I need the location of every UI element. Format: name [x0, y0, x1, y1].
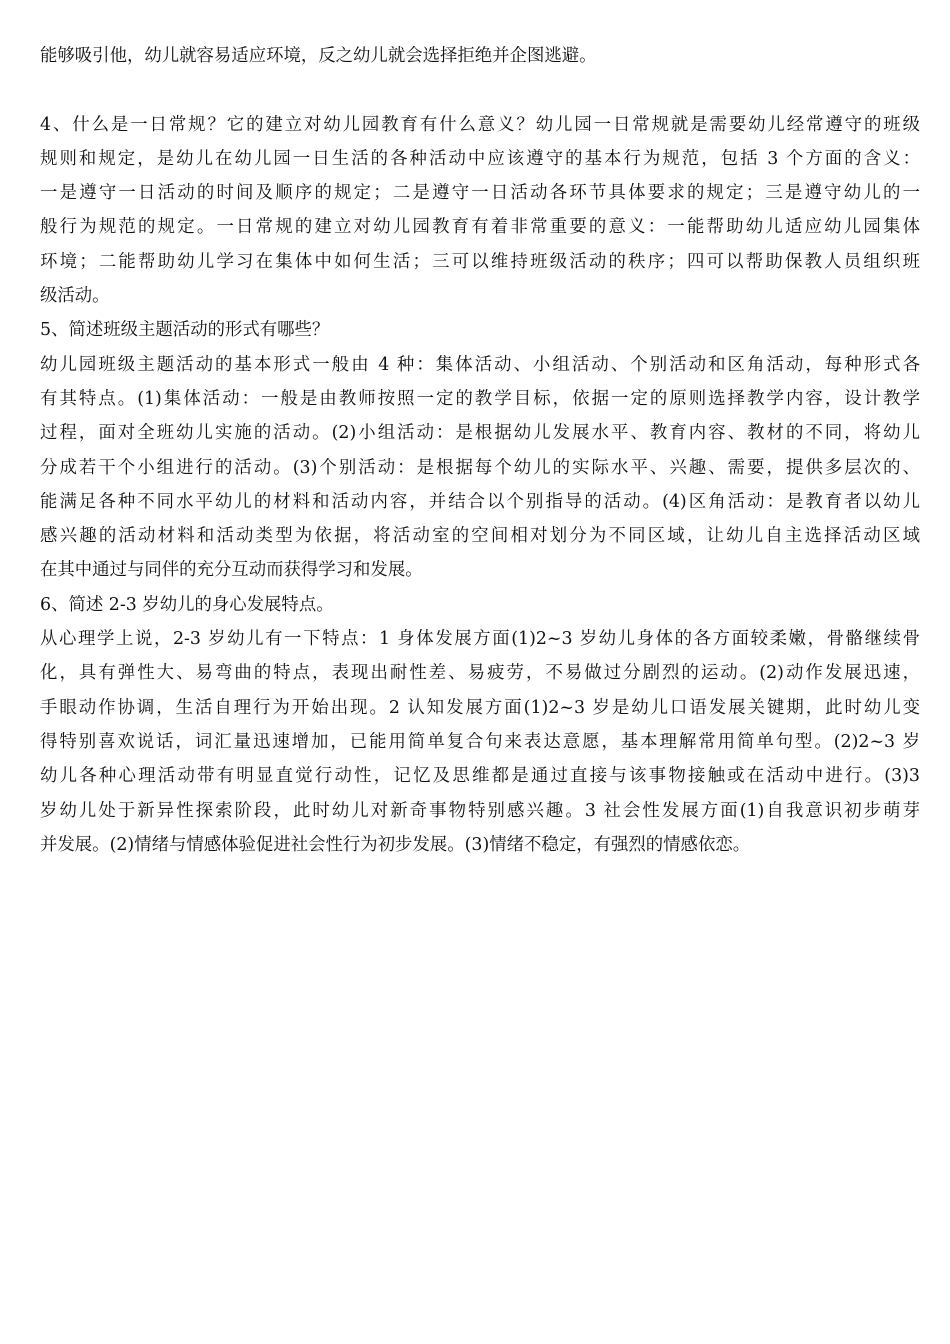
text-line: 4、什么是一日常规？它的建立对幼儿园教育有什么意义？幼儿园一日常规就是需要幼儿经常遵守的班级: [40, 114, 920, 135]
text-line: 能够吸引他，幼儿就容易适应环境，反之幼儿就会选择拒绝并企图逃避。: [40, 46, 597, 66]
text-line: 过程，面对全班幼儿实施的活动。(2)小组活动：是根据幼儿发展水平、教育内容、教材的不同，将幼儿: [40, 423, 920, 444]
text-line: 分成若干个小组进行的活动。(3)个别活动：是根据每个幼儿的实际水平、兴趣、需要，提供多层次的、: [40, 457, 920, 478]
text-line: 感兴趣的活动材料和活动类型为依据，将活动室的空间相对划分为不同区域，让幼儿自主选择活动区域: [40, 526, 920, 547]
text-line: 在其中通过与同伴的充分互动而获得学习和发展。: [40, 560, 423, 581]
question-5-section: [40, 313, 920, 587]
text-line: 得特别喜欢说话，词汇量迅速增加，已能用简单复合句来表达意愿，基本理解常用简单句型。(2)2~3 岁: [40, 731, 920, 752]
text-line: 般行为规范的规定。一日常规的建立对幼儿园教育有着非常重要的意义：一能帮助幼儿适应幼儿园集体: [40, 217, 920, 238]
text-line: 并发展。(2)情绪与情感体验促进社会性行为初步发展。(3)情绪不稳定，有强烈的情感依恋。: [40, 834, 751, 855]
question-4-paragraph: [40, 108, 920, 314]
question-5-title: 5、简述班级主题活动的形式有哪些？: [40, 320, 330, 341]
question-6-section: [40, 588, 920, 862]
text-line: 手眼动作协调，生活自理行为开始出现。2 认知发展方面(1)2~3 岁是幼儿口语发展关键期，此时幼儿变: [40, 697, 920, 718]
text-line: 幼儿各种心理活动带有明显直觉行动性，记忆及思维都是通过直接与该事物接触或在活动中进行。(3)3: [40, 766, 920, 787]
text-line: 岁幼儿处于新异性探索阶段，此时幼儿对新奇事物特别感兴趣。3 社会性发展方面(1)自我意识初步萌芽: [40, 800, 920, 821]
text-line: 级活动。: [40, 286, 110, 307]
intro-paragraph-tail: [40, 39, 920, 73]
text-line: 化，具有弹性大、易弯曲的特点，表现出耐性差、易疲劳，不易做过分剧烈的运动。(2)动作发展迅速，: [40, 663, 920, 684]
text-line: 规则和规定，是幼儿在幼儿园一日生活的各种活动中应该遵守的基本行为规范，包括 3 个方面的含义：: [40, 148, 920, 169]
text-line: 一是遵守一日活动的时间及顺序的规定；二是遵守一日活动各环节具体要求的规定；三是遵守幼儿的一: [40, 183, 920, 204]
paragraph-gap: [40, 73, 920, 107]
text-line: 有其特点。(1)集体活动：一般是由教师按照一定的教学目标，依据一定的原则选择教学内容，设计教学: [40, 388, 920, 409]
text-line: 环境；二能帮助幼儿学习在集体中如何生活；三可以维持班级活动的秩序；四可以帮助保教人员组织班: [40, 251, 920, 272]
question-6-title: 6、简述 2-3 岁幼儿的身心发展特点。: [40, 594, 334, 615]
text-line: 能满足各种不同水平幼儿的材料和活动内容，并结合以个别指导的活动。(4)区角活动：是教育者以幼儿: [40, 491, 920, 512]
text-line: 从心理学上说，2-3 岁幼儿有一下特点：1 身体发展方面(1)2~3 岁幼儿身体的各方面较柔嫩，骨骼继续骨: [40, 629, 920, 650]
text-line: 幼儿园班级主题活动的基本形式一般由 4 种：集体活动、小组活动、个别活动和区角活动，每种形式各: [40, 354, 920, 375]
document-body: [40, 39, 920, 862]
